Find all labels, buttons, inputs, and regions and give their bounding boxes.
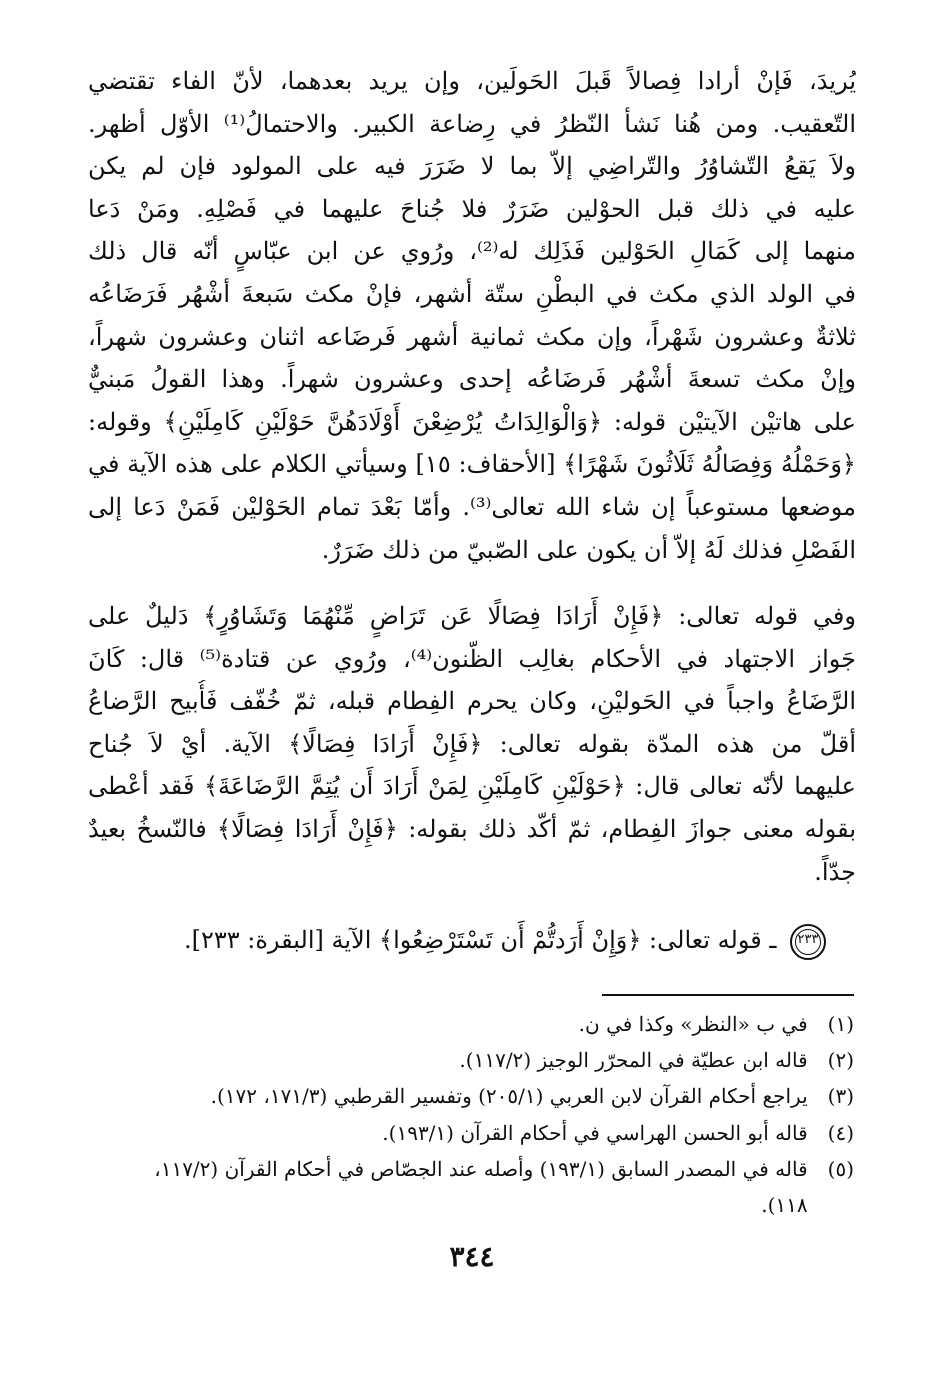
text-line: عليه في ذلك قبل الحوْلين ضَرَرٌ فلا جُناحَ عليهما في فَصْلِهِ. ومَنْ دَعا [88,194,856,223]
text-line: موضعها مستوعباً إن شاء الله تعالى⁽³⁾. وأمّا بَعْدَ تمام الحَوْليْن فَمَنْ دَعا إلى [88,492,856,521]
text-line: عليهما لأنّه تعالى قال: ﴿حَوْلَيْنِ كَامِلَيْنِ لِمَنْ أَرَادَ أَن يُتِمَّ الرَّضَاعَةَ﴾ فَقد أعْطى [88,772,856,801]
text-line: ﴿وَحَمْلُهُ وَفِصَالُهُ ثَلَاثُونَ شَهْرًا﴾ [الأحقاف: ١٥] وسيأتي الكلام على هذه الآية في [88,450,856,479]
footnote-number: (٥) [827,1156,854,1181]
verse-heading [120,918,826,962]
footnote-text: قاله ابن عطيّة في المحرّر الوجيز (١١٧/٢). [459,1048,808,1073]
text-line: جَواز الاجتهاد في الأحكام بغالِب الظّنون⁽⁴⁾، ورُوي عن قتادة⁽⁵⁾ قال: كَانَ [88,644,856,673]
text-line: ولاَ يَقعُ التّشاوُرُ والتّراضِي إلاّ بما لا ضَرَرَ فيه على المولود فإن لم يكن [88,152,856,181]
text-line: الفَصْلِ فذلك لَهُ إلاّ أن يكون على الصّبيّ من ذلك ضَرَرٌ. [321,535,856,564]
paragraph-1 [88,60,856,571]
footnote-item [88,1115,854,1151]
text-line: على هاتيْن الآيتيْن قوله: ﴿وَالْوَالِدَاتُ يُرْضِعْنَ أَوْلَادَهُنَّ حَوْلَيْنِ كَامِلَيْنِ﴾ وقوله: [88,407,856,436]
text-line: ثلاثةٌ وعشرون شَهْراً، وإن مكث ثمانية أشهر فَرضَاعه اثنان وعشرون شهراً، [88,322,856,351]
text-line: يُريدَ، فَإنْ أرادا فِصالاً قَبلَ الحَولَين، وإن يريد بعدهما، لأنّ الفاء تقتضي [88,67,856,95]
footnote-item [88,1187,854,1223]
paragraph-2 [88,595,856,893]
text-line: أقلّ من هذه المدّة بقوله تعالى: ﴿فَإِنْ أَرَادَا فِصَالًا﴾ الآية. أيْ لاَ جُناح [88,729,856,758]
text-line: وإنْ مكث تسعةَ أشْهُر فَرضَاعُه إحدى وعشرون شهراً. وهذا القولُ مَبنيٌّ [88,365,856,394]
footnote-text: ١١٨). [761,1193,808,1218]
footnote-text: يراجع أحكام القرآن لابن العربي (٢٠٥/١) وتفسير القرطبي (١٧١/٣، ١٧٢). [210,1084,808,1109]
footnote-item [88,1006,854,1042]
footnote-number: (٣) [827,1084,854,1109]
text-line: التّعقيب. ومن هُنا نَشأ النّظرُ في رِضاعة الكبير. والاحتمالُ⁽¹⁾ الأوّل أظهر. [88,109,856,138]
text-line: في الولد الذي مكث في البطْنِ ستّة أشهر، فإنْ مكث سَبعةَ أشْهُر فَرَضَاعُه [88,279,856,308]
footnote-text: قاله في المصدر السابق (١٩٣/١) وأصله عند الجصّاص في أحكام القرآن (١١٧/٢، [154,1156,808,1181]
footnotes-list [88,1006,854,1223]
footnote-text: قاله أبو الحسن الهراسي في أحكام القرآن (١٩٣/١). [382,1120,808,1145]
footnote-number: (١) [827,1012,854,1036]
footnote-divider [602,994,854,996]
text-line: وفي قوله تعالى: ﴿فَإِنْ أَرَادَا فِصَالًا عَن تَرَاضٍ مِّنْهُمَا وَتَشَاوُرٍ﴾ دَليلٌ على [88,602,856,630]
footnote-item [88,1042,854,1078]
footnote-number: (٤) [827,1120,854,1145]
footnote-text: في ب «النظر» وكذا في ن. [578,1012,808,1036]
verse-heading-text: ـ قوله تعالى: ﴿وَإِنْ أَرَدتُّمْ أَن تَسْتَرْضِعُوا﴾ الآية [البقرة: ٢٣٣]. [183,926,777,954]
page-number: ٣٤٤ [449,1240,495,1273]
footnote-item [88,1151,854,1187]
verse-number-medallion: ٢٣٣ [790,924,826,960]
footnote-item [88,1078,854,1114]
text-line: بقوله معنى جوازَ الفِطام، ثمّ أكّد ذلك بقوله: ﴿فَإِنْ أَرَادَا فِصَالًا﴾ فالنّسخُ بعيدٌ [88,814,856,843]
footnote-number: (٢) [827,1048,854,1073]
text-line: جدّاً. [814,857,856,886]
text-line: منهما إلى كَمَالِ الحَوْلين فَذَلِك له⁽²⁾، ورُوي عن ابن عبّاسٍ أنّه قال ذلك [88,237,856,266]
text-line: الرَّضَاعُ واجباً في الحَوليْنِ، وكان يحرم الفِطام قبله، ثمّ خُفّف فَأُبيح الرَّضاعُ [88,687,856,716]
